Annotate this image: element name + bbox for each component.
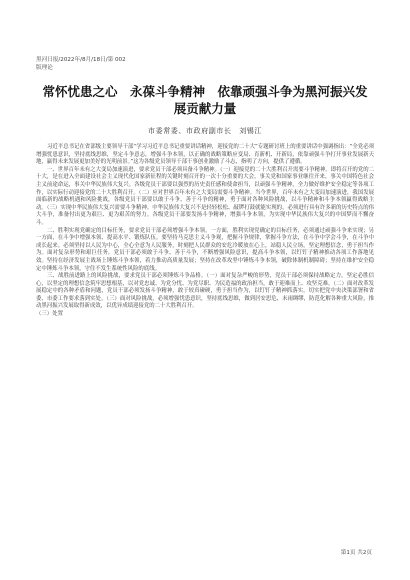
newspaper-header [36,56,126,72]
header-source-line: 黑河日报/2022年/8月/18日/第 002 [36,57,126,63]
paragraph-section-3: 三、战胜前进路上的风险挑战，要求党员干部必须锤炼斗争品格。（一）面对复杂严峻的形势，党员干部必须保持战略定力，坚定必胜信心，以坚定的理想信念筑牢思想根基，以对党忠诚、为党分忧、为党尽职、为民造福的政治担当，敢于迎难而上、攻坚克难。（二）面对改革发展稳定中的各种矛盾和问题，党员干部必须发扬斗争精神，敢于较真碰硬，勇于担当作为，以钉钉子精神抓落实，切实把党中央决策部署和省委、市委工作要求落到实处。（三）面对风险挑战，必须增强忧患意识，坚持底线思维，做到居安思危、未雨绸缪，防范化解各种重大风险，推动黑河振兴发展取得新成效，以优异成绩迎接党的二十大胜利召开。 [36,273,374,310]
paragraph-subheading: （三）处置 [36,311,63,318]
paragraph-intro: 习近平总书记在省部级主要领导干部“学习习近平总书记重要讲话精神，迎接党的二十大”专题研讨班上的重要讲话中强调指出：“全党必须增强忧患意识，坚持底线思维，坚定斗争意志，增强斗争本领，以正确的战略策略应变局、育新机、开新局，依靠顽强斗争打开事业发展新天地，赢得未来发展更加美好的光明前景。”这为各级党员领导干部干事创业激励了斗志，指明了方向，提供了遵循。 [36,144,374,166]
header-section-line: 版理论 [36,65,53,71]
paragraph-section-1: 一、世界百年未有之大变局加速演进，要求党员干部必须具备斗争精神。（一）迎接党的二十大胜利召开需要斗争精神。即将召开的党的二十大，是在进入全面建设社会主义现代化国家新征程的关键时刻召开的一次十分重要的大会，事关党和国家事业继往开来，事关中国特色社会主义前途命运，事关中华民族伟大复兴。各级党员干部要以强烈的历史责任感和使命担当，以顽强斗争精神，全力做好维护安全稳定等各项工作，以实际行动迎接党的二十大胜利召开。（二）应对世界百年未有之大变局需要斗争精神。当今世界，百年未有之大变局加速演进，我国发展面临新的战略机遇和风险挑战，各级党员干部要以敢于斗争、善于斗争的精神，勇于面对各种风险挑战，以斗争精神和斗争本领赢得战略主动。（三）实现中华民族伟大复兴需要斗争精神。中华民族伟大复兴不是轻轻松松、敲锣打鼓就能实现的，必须进行具有许多新的历史特点的伟大斗争，准备付出更为艰巨、更为艰苦的努力。各级党员干部要发扬斗争精神，增强斗争本领，为实现中华民族伟大复兴的中国梦而不懈奋斗。 [36,166,374,226]
article-body [36,144,374,319]
article-title-line-2: 展贡献力量 [173,101,237,116]
author-byline: 市委常委、市政府副市长 刘锡江 [148,127,262,135]
page-number: 第1页 共2页 [340,550,372,556]
paragraph-section-2: 二、胜利实现党确定的目标任务，要求党员干部必须增强斗争本领。一方面，胜利实现党确定的目标任务，必须通过顽强斗争来实现；另一方面，在斗争中增强本领、提高水平、锻炼队伍。要坚持马克思主义斗争观，把握斗争规律，掌握斗争方法，在斗争中学会斗争，在斗争中成长起来。必须坚持以人民为中心，全心全意为人民服务，时刻把人民群众的安危冷暖放在心上，站稳人民立场，坚定理想信念，勇于担当作为。面对复杂形势和艰巨任务，党员干部必须敢于斗争、善于斗争，不断增强风险意识，提高斗争本领，以钉钉子精神推动各项工作落地见效。坚持在经济发展主战场上锤炼斗争本领，着力推动高质量发展；坚持在改革攻坚中锤炼斗争本领，破除体制机制障碍；坚持在维护安全稳定中锤炼斗争本领，守住不发生系统性风险的底线。 [36,227,374,272]
article-title-line-1: 常怀忧患之心 永葆斗争精神 依靠顽强斗争为黑河振兴发 [42,84,368,99]
